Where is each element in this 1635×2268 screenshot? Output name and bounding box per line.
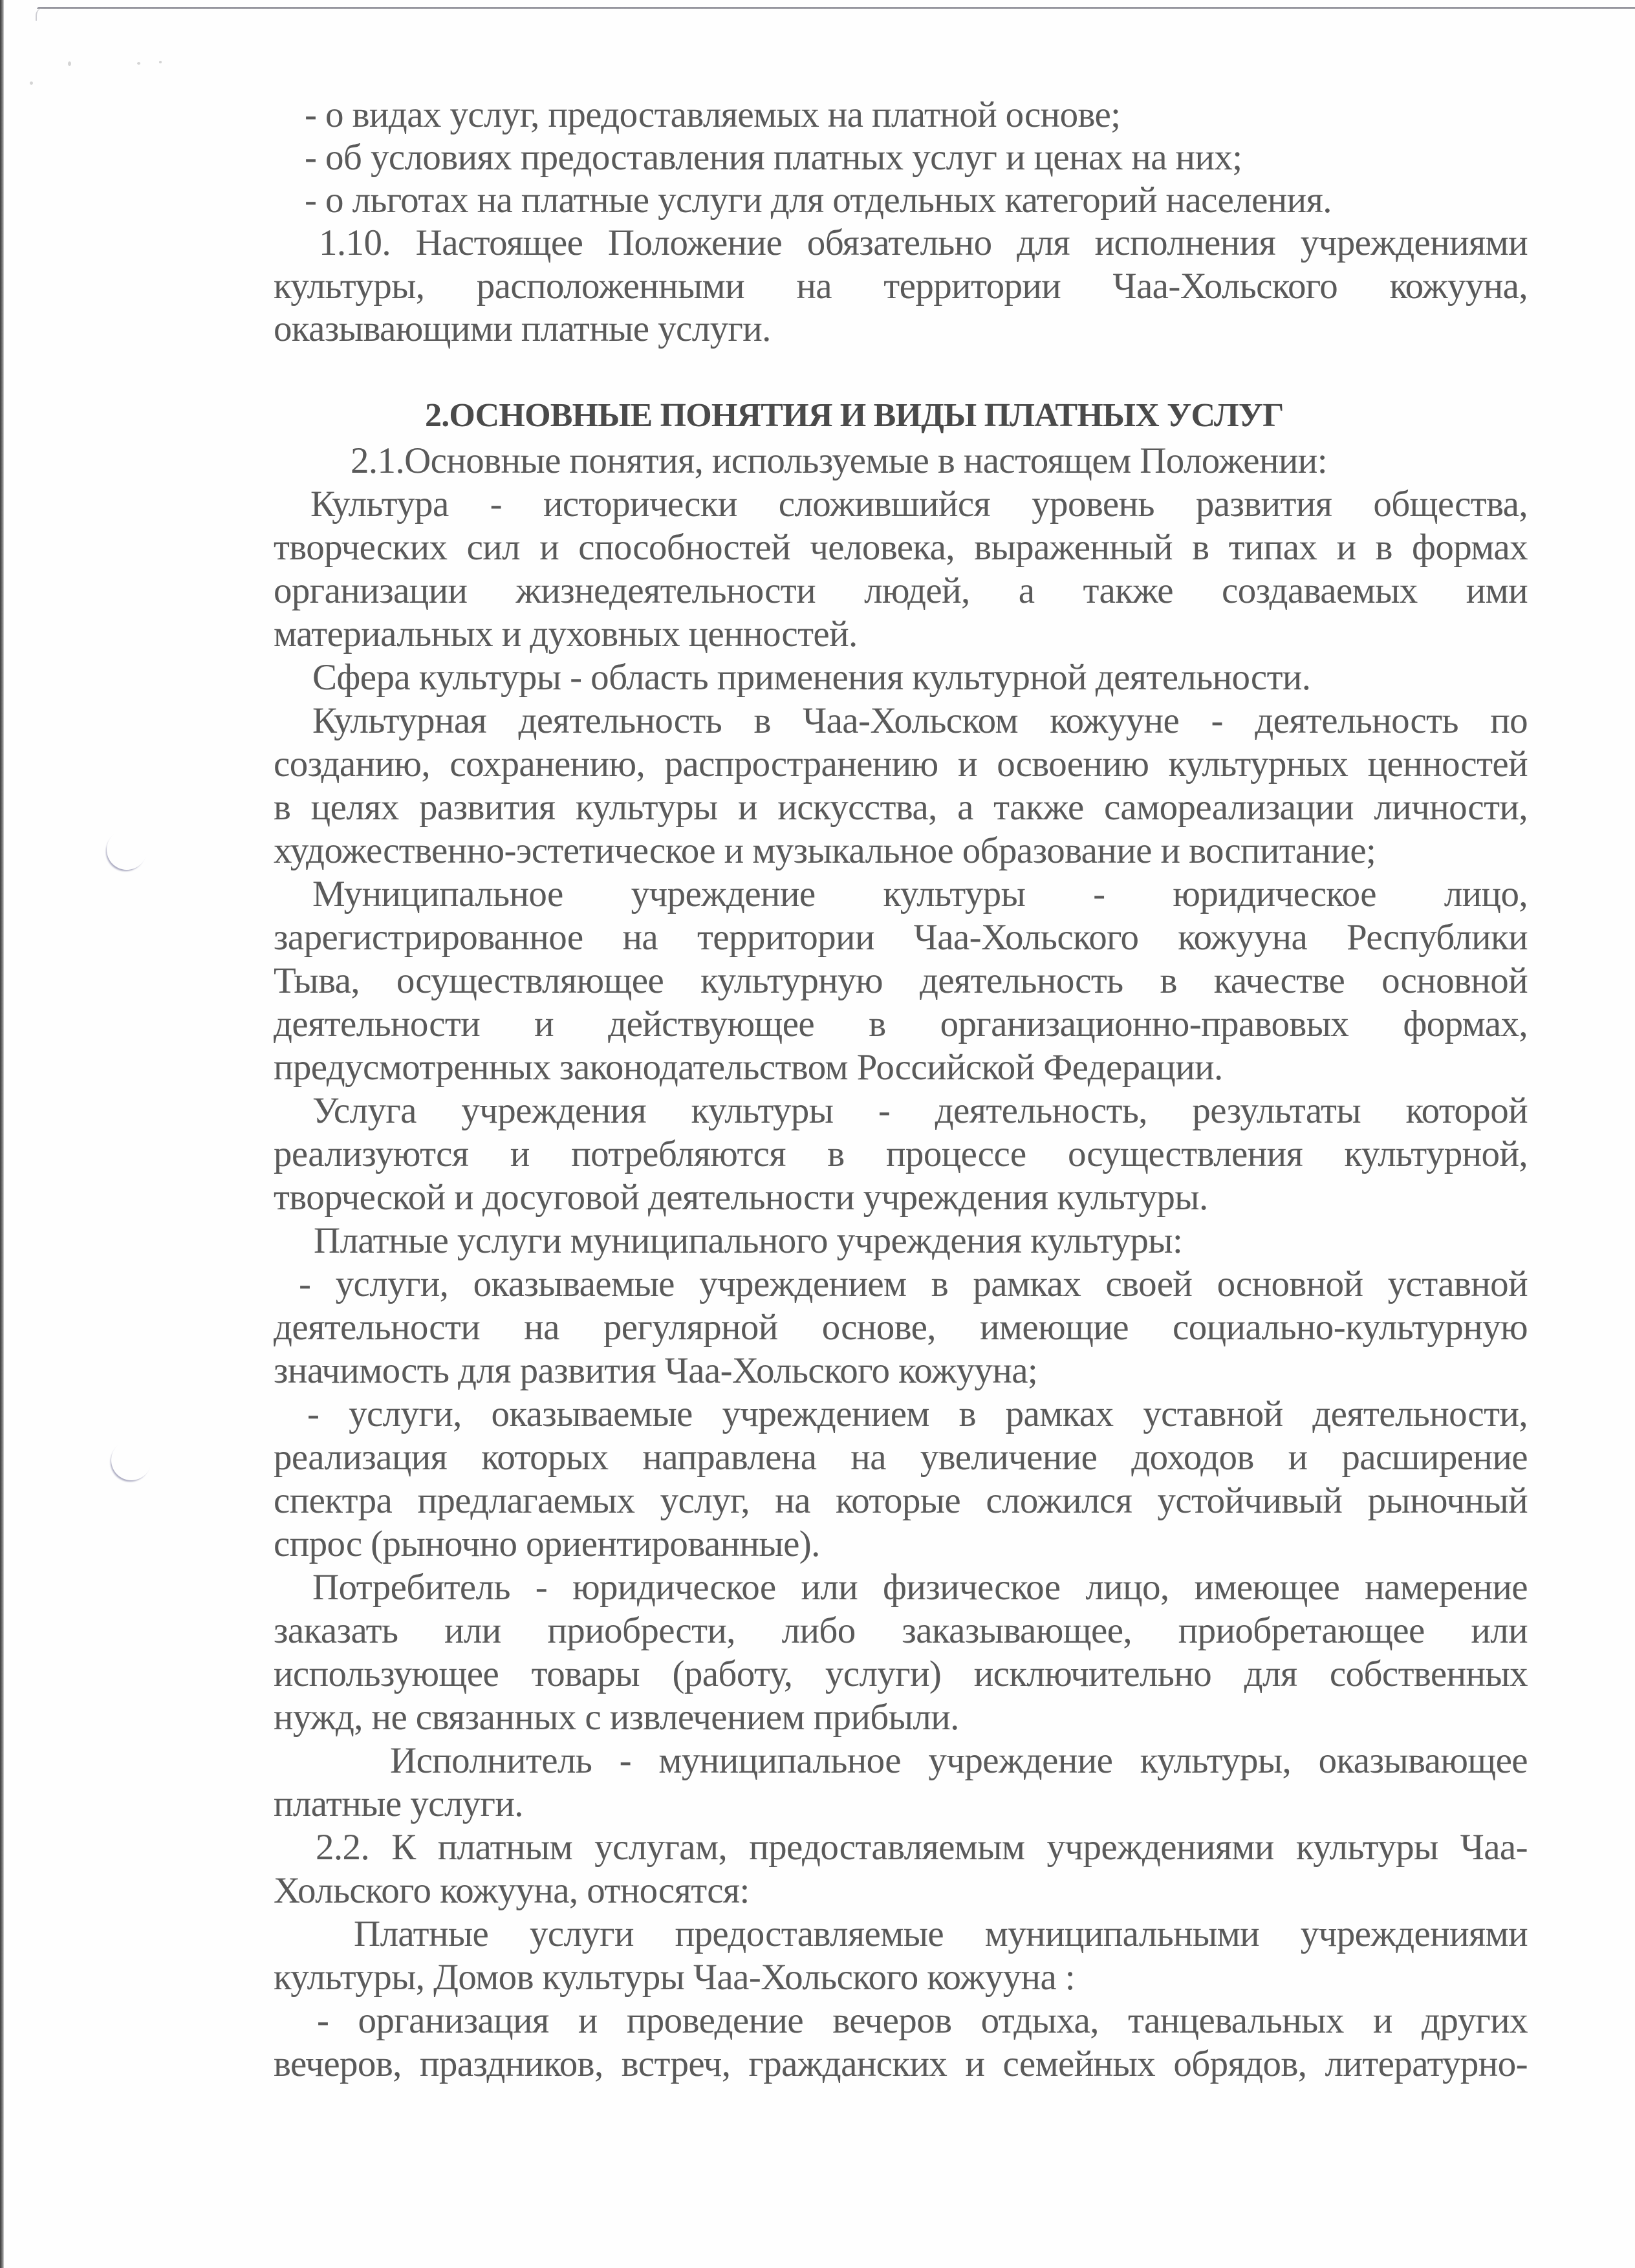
definition-performer-line: платные услуги. xyxy=(274,1784,523,1824)
houses-of-culture-line: культуры, Домов культуры Чаа-Хольского кожууна : xyxy=(274,1957,1076,1998)
scan-speck xyxy=(30,81,33,85)
services-list-item-line: - организация и проведение вечеров отдыха, танцевальных и других xyxy=(317,2000,1528,2041)
paid-services-intro: Платные услуги муниципального учреждения культуры: xyxy=(314,1220,1183,1261)
definition-municipal-institution-line: Тыва, осуществляющее культурную деятельность в качестве основной xyxy=(274,960,1528,1001)
definition-cultural-activity-line: созданию, сохранению, распространению и освоению культурных ценностей xyxy=(274,744,1528,784)
scan-speck xyxy=(159,61,162,63)
clause-2-2-line: Хольского кожууна, относятся: xyxy=(274,1870,750,1911)
definition-institution-service-line: Услуга учреждения культуры - деятельность, результаты которой xyxy=(312,1090,1528,1131)
definition-cultural-activity-line: Культурная деятельность в Чаа-Хольском кожууне - деятельность по xyxy=(312,700,1528,741)
definition-municipal-institution-line: деятельности и действующее в организационно-правовых формах, xyxy=(274,1004,1528,1044)
definition-consumer-line: нужд, не связанных с извлечением прибыли. xyxy=(274,1697,959,1738)
intro-list-item: - о видах услуг, предоставляемых на платной основе; xyxy=(305,94,1121,135)
definition-consumer-line: Потребитель - юридическое или физическое лицо, имеющее намерение xyxy=(312,1567,1528,1608)
paid-services-item-line: - услуги, оказываемые учреждением в рамках уставной деятельности, xyxy=(307,1394,1528,1434)
paid-services-item-line: спрос (рыночно ориентированные). xyxy=(274,1524,820,1564)
punch-hole-mark xyxy=(111,1440,151,1480)
paid-services-item-line: значимость для развития Чаа-Хольского кожууна; xyxy=(274,1350,1038,1391)
definition-culture-line: Культура - исторически сложившийся уровень развития общества, xyxy=(310,484,1528,524)
punch-hole-mark xyxy=(107,830,147,870)
scan-speck xyxy=(137,62,140,65)
paid-services-item-line: - услуги, оказываемые учреждением в рамках своей основной уставной xyxy=(299,1264,1528,1304)
scan-edge-left xyxy=(0,0,4,2268)
section-heading: 2.ОСНОВНЫЕ ПОНЯТИЯ И ВИДЫ ПЛАТНЫХ УСЛУГ xyxy=(425,397,1284,434)
scan-speck xyxy=(68,61,71,66)
intro-list-item: - о льготах на платные услуги для отдельных категорий населения. xyxy=(305,180,1332,221)
scan-edge-corner xyxy=(36,8,45,21)
definition-consumer-line: использующее товары (работу, услуги) исключительно для собственных xyxy=(274,1654,1528,1694)
definition-institution-service-line: реализуются и потребляются в процессе осуществления культурной, xyxy=(274,1134,1528,1174)
scan-edge-top xyxy=(37,7,1635,9)
definition-culture-sphere: Сфера культуры - область применения культурной деятельности. xyxy=(312,657,1311,698)
houses-of-culture-line: Платные услуги предоставляемые муниципальными учреждениями xyxy=(354,1914,1528,1954)
definition-cultural-activity-line: в целях развития культуры и искусства, а также самореализации личности, xyxy=(274,787,1528,828)
intro-list-item: - об условиях предоставления платных услуг и ценах на них; xyxy=(305,137,1242,178)
paid-services-item-line: деятельности на регулярной основе, имеющие социально-культурную xyxy=(274,1307,1528,1348)
definition-performer-line: Исполнитель - муниципальное учреждение культуры, оказывающее xyxy=(390,1740,1528,1781)
clause-1-10-line: культуры, расположенными на территории Чаа-Хольского кожууна, xyxy=(274,266,1528,307)
clause-2-1-intro: 2.1.Основные понятия, используемые в настоящем Положении: xyxy=(351,440,1327,481)
definition-municipal-institution-line: зарегистрированное на территории Чаа-Хольского кожууна Республики xyxy=(274,917,1528,958)
clause-1-10-line: 1.10. Настоящее Положение обязательно для исполнения учреждениями xyxy=(319,222,1528,263)
definition-culture-line: материальных и духовных ценностей. xyxy=(274,614,858,654)
paid-services-item-line: спектра предлагаемых услуг, на которые сложился устойчивый рыночный xyxy=(274,1480,1528,1521)
definition-institution-service-line: творческой и досуговой деятельности учреждения культуры. xyxy=(274,1177,1208,1218)
definition-culture-line: организации жизнедеятельности людей, а также создаваемых ими xyxy=(274,570,1528,611)
definition-consumer-line: заказать или приобрести, либо заказывающее, приобретающее или xyxy=(274,1610,1528,1651)
definition-culture-line: творческих сил и способностей человека, выраженный в типах и в формах xyxy=(274,527,1528,568)
clause-1-10-line: оказывающими платные услуги. xyxy=(274,308,771,349)
definition-cultural-activity-line: художественно-эстетическое и музыкальное образование и воспитание; xyxy=(274,830,1376,871)
clause-2-2-line: 2.2. К платным услугам, предоставляемым учреждениями культуры Чаа- xyxy=(316,1827,1528,1868)
definition-municipal-institution-line: предусмотренных законодательством Российской Федерации. xyxy=(274,1047,1223,1088)
definition-municipal-institution-line: Муниципальное учреждение культуры - юридическое лицо, xyxy=(312,874,1528,914)
paid-services-item-line: реализация которых направлена на увеличение доходов и расширение xyxy=(274,1437,1528,1478)
services-list-item-line: вечеров, праздников, встреч, гражданских и семейных обрядов, литературно- xyxy=(274,2044,1528,2084)
